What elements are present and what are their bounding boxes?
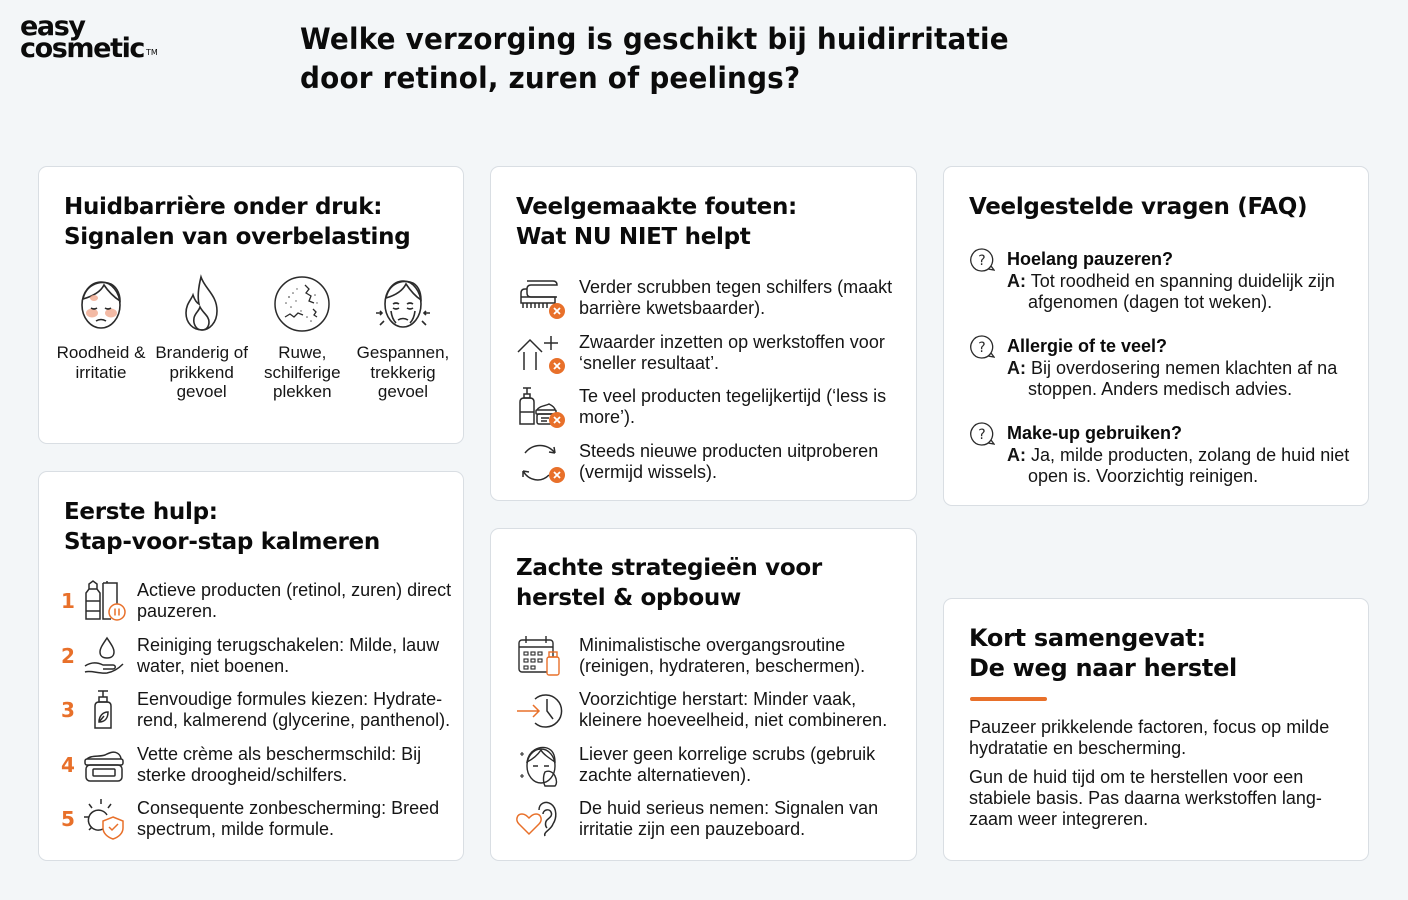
step-number: 1 [61,589,75,614]
step-number: 2 [61,643,75,668]
mistake-text: Te veel producten tegelijkertijd (‘less is more’). [579,386,887,428]
strategy-text: Voorzichtige herstart: Minder vaak, kleinere hoeveelheid, niet combineren. [579,689,888,731]
clock-arrow-icon [515,687,567,733]
card-title: Veelgemaakte fouten: Wat NU NIET helpt [516,194,797,250]
accent-divider [970,697,1047,701]
step-number: 3 [61,698,75,723]
step-text: Consequente zonbescherming: Breed spectrum, milde formule. [137,798,440,840]
pump-bottle-leaf-icon [81,688,127,732]
paused-products-icon [81,579,127,623]
faq-item [969,334,1359,400]
face-towel-icon [515,742,567,788]
switch-arrows-icon [515,439,567,485]
mistake-item [515,271,910,326]
card-title: Zachte strategieën voor herstel & opbouw [516,555,822,611]
card-title: Veelgestelde vragen (FAQ) [969,194,1308,220]
signal-label: Branderig of prikkend gevoel [155,343,248,401]
many-products-icon [515,384,567,430]
summary-paragraph: Pauzeer prikkelende factoren, focus op milde hydratatie en bescherming. [969,717,1330,758]
flaky-skin-icon [271,273,333,335]
step-text: Vette crème als beschermschild: Bij sterke droogheid/schilfers. [137,743,422,785]
svg-text:?: ? [978,340,986,356]
step-list [61,574,461,847]
strategy-item [515,792,910,846]
signal-label: Roodheid & irritatie [56,343,146,382]
step-item [61,738,461,793]
strategy-item [515,683,910,737]
step-text: Actieve producten (retinol, zuren) direct pauzeren. [137,580,452,622]
strategy-text: Liever geen korrelige scrubs (gebruik zachte alternatieven). [579,743,876,785]
calendar-bottle-icon [515,633,567,679]
step-item [61,792,461,847]
strategy-list [515,629,910,846]
signal-item [252,273,352,402]
signal-list [51,273,453,402]
step-text: Reiniging terugschakelen: Milde, lauw water, niet boenen. [137,634,440,676]
faq-item [969,421,1359,487]
mistake-text: Steeds nieuwe producten uitproberen (vermijd wissels). [579,440,879,482]
flame-icon [171,273,233,335]
svg-text:?: ? [978,427,986,443]
summary-body [969,717,1354,838]
faq-answer: A: Bij overdosering nemen klachten af na stoppen. Anders medisch advies. [1007,358,1338,399]
mistake-item [515,380,910,435]
logo-line-2: cosmetic [20,33,145,64]
step-item [61,574,461,629]
card-faq [943,166,1369,506]
card-title: Eerste hulp: Stap-voor-stap kalmeren [64,499,380,555]
signal-label: Ruwe, schilferige plekken [264,343,341,401]
red-face-icon [70,273,132,335]
strategy-text: Minimalistische overgangsroutine (reinigen, hydrateren, beschermen). [579,635,866,677]
card-common-mistakes [490,166,917,501]
faq-question: Hoelang pauzeren? [1007,249,1174,269]
tight-face-icon [372,273,434,335]
card-title: Huidbarrière onder druk: Signalen van overbelasting [64,194,411,250]
strategy-item [515,738,910,792]
step-number: 5 [61,807,75,832]
step-item [61,683,461,738]
faq-answer: A: Ja, milde producten, zolang de huid niet open is. Voorzichtig reinigen. [1007,445,1350,486]
sun-shield-icon [81,797,127,841]
signal-item [152,273,252,402]
faq-item [969,247,1359,313]
logo-line-1: easy [20,11,85,42]
scrub-brush-icon [515,275,567,321]
mistake-list [515,271,910,489]
strategy-item [515,629,910,683]
step-item [61,629,461,684]
cream-jar-icon [81,743,127,787]
mistake-text: Verder scrubben tegen schilfers (maakt barrière kwetsbaarder). [579,277,893,319]
question-bubble-icon [969,334,995,360]
arrow-up-plus-icon [515,330,567,376]
summary-paragraph: Gun de huid tijd om te herstellen voor een stabiele basis. Pas daarna werkstoffen lang-zaam weer integreren. [969,767,1322,829]
heart-ear-icon [515,796,567,842]
mistake-item [515,435,910,490]
svg-text:?: ? [978,253,986,269]
brand-logo [20,11,158,64]
faq-question: Allergie of te veel? [1007,336,1168,356]
card-first-aid [38,471,464,861]
card-gentle-strategies [490,528,917,861]
card-summary [943,598,1369,861]
question-bubble-icon [969,247,995,273]
signal-item [353,273,453,402]
mistake-item [515,326,910,381]
step-text: Eenvoudige formules kiezen: Hydrate-rend, kalmerend (glycerine, panthenol). [137,689,451,731]
faq-list [969,247,1359,508]
strategy-text: De huid serieus nemen: Signalen van irritatie zijn een pauzeboard. [579,798,879,840]
step-number: 4 [61,752,75,777]
faq-question: Make-up gebruiken? [1007,423,1183,443]
card-barrier-signals [38,166,464,444]
mistake-text: Zwaarder inzetten op werkstoffen voor ‘sneller resultaat’. [579,331,885,373]
card-title: Kort samengevat: De weg naar herstel [969,624,1237,682]
trademark: TM [146,48,158,57]
signal-item [51,273,151,402]
faq-answer: A: Tot roodheid en spanning duidelijk zijn afgenomen (dagen tot weken). [1007,271,1335,312]
page-title: Welke verzorging is geschikt bij huidirritatie door retinol, zuren of peelings? [300,22,1009,95]
question-bubble-icon [969,421,995,447]
signal-label: Gespannen, trekkerig gevoel [356,343,450,401]
water-drop-hand-icon [81,634,127,678]
